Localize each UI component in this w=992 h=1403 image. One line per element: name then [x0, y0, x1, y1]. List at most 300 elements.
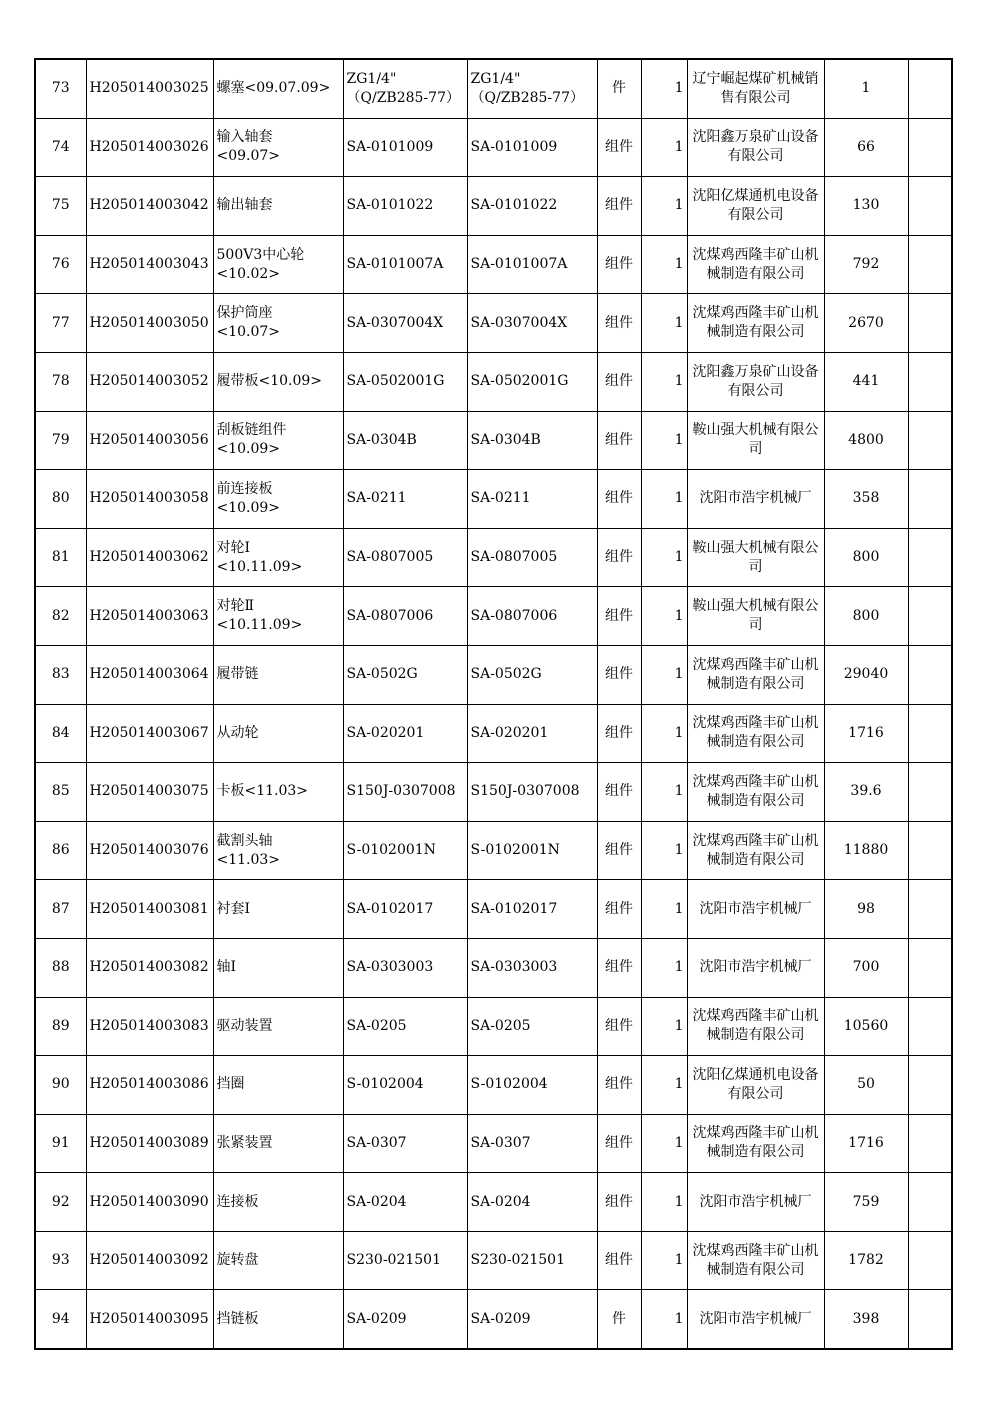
- part-model-text: SA-0211: [470, 490, 531, 507]
- table-row: [35, 118, 952, 177]
- part-spec-text: SA-0102017: [346, 900, 434, 917]
- unit-cell-text: 组件: [605, 1076, 633, 1093]
- part-code-text: H205014003089: [89, 1134, 209, 1151]
- part-model: [467, 1173, 597, 1232]
- part-spec: [343, 587, 467, 646]
- supplier-cell: [687, 997, 824, 1056]
- part-spec: [343, 704, 467, 763]
- part-name: [213, 1173, 343, 1232]
- part-name-text: 输出轴套: [216, 197, 273, 214]
- quantity-cell: [641, 880, 687, 939]
- quantity-cell: [641, 938, 687, 997]
- part-model: [467, 763, 597, 822]
- part-name: [213, 997, 343, 1056]
- price-cell: [824, 352, 908, 411]
- quantity-cell-text: 1: [674, 1310, 684, 1327]
- part-code-text: H205014003025: [89, 80, 209, 97]
- price-cell: [824, 528, 908, 587]
- part-code: [86, 59, 213, 118]
- supplier-cell: [687, 1231, 824, 1290]
- quantity-cell: [641, 997, 687, 1056]
- part-code-text: H205014003081: [89, 900, 209, 917]
- price-cell: [824, 177, 908, 236]
- quantity-cell: [641, 1290, 687, 1349]
- part-model: [467, 645, 597, 704]
- quantity-cell-text: 1: [674, 900, 684, 917]
- part-model-text: S150J-0307008: [470, 783, 580, 800]
- part-spec: [343, 821, 467, 880]
- table-row: [35, 235, 952, 294]
- part-code-text: H205014003026: [89, 138, 209, 155]
- part-model-text: SA-0807006: [470, 607, 558, 624]
- unit-cell: [597, 763, 641, 822]
- blank-cell: [908, 587, 952, 646]
- part-name-text: 挡圈: [216, 1076, 245, 1093]
- table-row: [35, 1056, 952, 1115]
- price-cell: [824, 1056, 908, 1115]
- part-spec-text: SA-0101009: [346, 138, 434, 155]
- price-cell: [824, 1114, 908, 1173]
- quantity-cell: [641, 59, 687, 118]
- supplier-cell: [687, 177, 824, 236]
- row-number-text: 83: [51, 666, 70, 683]
- part-spec-text: S-0102004: [346, 1076, 424, 1093]
- supplier-cell-text: 鞍山强大机械有限公司: [692, 598, 819, 634]
- price-cell: [824, 59, 908, 118]
- part-code-text: H205014003095: [89, 1310, 209, 1327]
- row-number: [35, 763, 86, 822]
- price-cell-text: 1716: [848, 1134, 884, 1151]
- unit-cell: [597, 59, 641, 118]
- blank-cell: [908, 470, 952, 529]
- part-spec-text: SA-0304B: [346, 431, 417, 448]
- table-row: [35, 704, 952, 763]
- unit-cell: [597, 1173, 641, 1232]
- part-model: [467, 704, 597, 763]
- row-number-text: 92: [51, 1193, 70, 1210]
- quantity-cell-text: 1: [674, 431, 684, 448]
- part-spec-text: SA-0502G: [346, 666, 418, 683]
- part-spec-text: SA-0205: [346, 1017, 407, 1034]
- quantity-cell-text: 1: [674, 138, 684, 155]
- price-cell: [824, 1290, 908, 1349]
- parts-table: [34, 58, 953, 1350]
- quantity-cell: [641, 1231, 687, 1290]
- price-cell-text: 358: [852, 490, 880, 507]
- part-model: [467, 59, 597, 118]
- blank-cell: [908, 528, 952, 587]
- blank-cell: [908, 1173, 952, 1232]
- blank-cell: [908, 177, 952, 236]
- part-spec: [343, 528, 467, 587]
- quantity-cell: [641, 294, 687, 353]
- part-name: [213, 1231, 343, 1290]
- part-spec: [343, 1114, 467, 1173]
- part-spec-text: S-0102001N: [346, 842, 436, 859]
- price-cell: [824, 645, 908, 704]
- blank-cell: [908, 821, 952, 880]
- part-model: [467, 294, 597, 353]
- unit-cell-text: 组件: [605, 256, 633, 273]
- quantity-cell-text: 1: [674, 373, 684, 390]
- part-code-text: H205014003083: [89, 1017, 209, 1034]
- part-model-text: SA-0502001G: [470, 373, 569, 390]
- part-spec-text: S230-021501: [346, 1252, 441, 1269]
- table-row: [35, 177, 952, 236]
- part-name: [213, 59, 343, 118]
- unit-cell-text: 组件: [605, 1017, 633, 1034]
- supplier-cell: [687, 704, 824, 763]
- part-spec-text: SA-0807006: [346, 607, 434, 624]
- quantity-cell-text: 1: [674, 724, 684, 741]
- part-code: [86, 294, 213, 353]
- unit-cell: [597, 411, 641, 470]
- part-spec: [343, 411, 467, 470]
- price-cell-text: 130: [852, 197, 880, 214]
- unit-cell: [597, 352, 641, 411]
- part-spec: [343, 645, 467, 704]
- quantity-cell: [641, 235, 687, 294]
- quantity-cell-text: 1: [674, 1193, 684, 1210]
- part-model-text: SA-0205: [470, 1017, 531, 1034]
- price-cell-text: 759: [852, 1193, 880, 1210]
- quantity-cell: [641, 821, 687, 880]
- supplier-cell-text: 沈阳鑫万泉矿山设备有限公司: [692, 129, 819, 165]
- price-cell-text: 700: [852, 959, 880, 976]
- row-number: [35, 470, 86, 529]
- part-model-text: SA-0502G: [470, 666, 542, 683]
- part-spec: [343, 1173, 467, 1232]
- part-code: [86, 997, 213, 1056]
- part-name: [213, 352, 343, 411]
- price-cell: [824, 938, 908, 997]
- supplier-cell-text: 沈阳鑫万泉矿山设备有限公司: [692, 363, 819, 399]
- part-model-text: S-0102001N: [470, 842, 560, 859]
- part-code-text: H205014003086: [89, 1076, 209, 1093]
- part-spec: [343, 997, 467, 1056]
- unit-cell-text: 组件: [605, 197, 633, 214]
- price-cell-text: 1716: [848, 724, 884, 741]
- supplier-cell-text: 沈阳亿煤通机电设备有限公司: [692, 1066, 819, 1102]
- unit-cell: [597, 704, 641, 763]
- table-row: [35, 59, 952, 118]
- supplier-cell-text: 沈阳市浩宇机械厂: [699, 490, 812, 507]
- row-number: [35, 177, 86, 236]
- part-model-text: SA-0102017: [470, 900, 558, 917]
- price-cell-text: 29040: [843, 666, 889, 683]
- supplier-cell: [687, 1114, 824, 1173]
- quantity-cell: [641, 587, 687, 646]
- supplier-cell-text: 沈煤鸡西隆丰矿山机械制造有限公司: [692, 1242, 819, 1278]
- part-spec-text: SA-0204: [346, 1193, 407, 1210]
- supplier-cell: [687, 645, 824, 704]
- part-model: [467, 1231, 597, 1290]
- part-spec-text: SA-020201: [346, 724, 425, 741]
- unit-cell: [597, 470, 641, 529]
- part-spec-text: SA-0211: [346, 490, 407, 507]
- supplier-cell-text: 辽宁崛起煤矿机械销售有限公司: [692, 70, 819, 106]
- row-number-text: 88: [51, 959, 70, 976]
- row-number-text: 87: [51, 900, 70, 917]
- part-name: [213, 1290, 343, 1349]
- part-name-text: 张紧装置: [216, 1134, 273, 1151]
- price-cell: [824, 294, 908, 353]
- blank-cell: [908, 704, 952, 763]
- row-number-text: 79: [51, 431, 70, 448]
- part-code-text: H205014003050: [89, 314, 209, 331]
- unit-cell-text: 组件: [605, 314, 633, 331]
- part-spec-text: SA-0807005: [346, 549, 434, 566]
- supplier-cell: [687, 528, 824, 587]
- part-name-text: 驱动装置: [216, 1017, 273, 1034]
- blank-cell: [908, 1056, 952, 1115]
- price-cell: [824, 1231, 908, 1290]
- table-row: [35, 645, 952, 704]
- quantity-cell-text: 1: [674, 842, 684, 859]
- part-spec: [343, 763, 467, 822]
- price-cell: [824, 118, 908, 177]
- part-model: [467, 587, 597, 646]
- unit-cell: [597, 235, 641, 294]
- part-spec: [343, 470, 467, 529]
- table-row: [35, 821, 952, 880]
- blank-cell: [908, 880, 952, 939]
- supplier-cell-text: 沈阳市浩宇机械厂: [699, 900, 812, 917]
- part-spec-text: SA-0307: [346, 1134, 407, 1151]
- part-model-text: SA-0101022: [470, 197, 558, 214]
- table-row: [35, 880, 952, 939]
- part-name: [213, 645, 343, 704]
- quantity-cell: [641, 1114, 687, 1173]
- quantity-cell-text: 1: [674, 314, 684, 331]
- unit-cell-text: 组件: [605, 959, 633, 976]
- quantity-cell: [641, 177, 687, 236]
- part-code: [86, 352, 213, 411]
- price-cell-text: 11880: [843, 842, 889, 859]
- unit-cell: [597, 118, 641, 177]
- part-model: [467, 821, 597, 880]
- row-number: [35, 587, 86, 646]
- row-number-text: 75: [51, 197, 70, 214]
- table-row: [35, 997, 952, 1056]
- row-number-text: 93: [51, 1252, 70, 1269]
- supplier-cell: [687, 1173, 824, 1232]
- part-spec-text: ZG1/4" （Q/ZB285-77）: [346, 70, 460, 106]
- quantity-cell-text: 1: [674, 549, 684, 566]
- unit-cell: [597, 821, 641, 880]
- unit-cell: [597, 1231, 641, 1290]
- part-name-text: 保护筒座 <10.07>: [216, 305, 281, 341]
- part-code: [86, 235, 213, 294]
- row-number-text: 85: [51, 783, 70, 800]
- supplier-cell: [687, 118, 824, 177]
- part-code: [86, 118, 213, 177]
- part-spec: [343, 294, 467, 353]
- part-code: [86, 704, 213, 763]
- row-number: [35, 528, 86, 587]
- supplier-cell-text: 沈煤鸡西隆丰矿山机械制造有限公司: [692, 832, 819, 868]
- part-model: [467, 938, 597, 997]
- part-model-text: SA-0303003: [470, 959, 558, 976]
- quantity-cell-text: 1: [674, 783, 684, 800]
- quantity-cell: [641, 704, 687, 763]
- part-name-text: 履带链: [216, 666, 259, 683]
- part-code: [86, 1056, 213, 1115]
- row-number: [35, 1290, 86, 1349]
- supplier-cell: [687, 763, 824, 822]
- price-cell-text: 792: [852, 256, 880, 273]
- supplier-cell: [687, 587, 824, 646]
- blank-cell: [908, 1114, 952, 1173]
- row-number-text: 90: [51, 1076, 70, 1093]
- part-spec: [343, 118, 467, 177]
- part-model-text: SA-0807005: [470, 549, 558, 566]
- part-model: [467, 177, 597, 236]
- unit-cell: [597, 880, 641, 939]
- price-cell: [824, 997, 908, 1056]
- quantity-cell-text: 1: [674, 197, 684, 214]
- part-model-text: SA-0101007A: [470, 256, 568, 273]
- row-number: [35, 118, 86, 177]
- price-cell-text: 800: [852, 549, 880, 566]
- row-number: [35, 645, 86, 704]
- row-number-text: 84: [51, 724, 70, 741]
- row-number: [35, 352, 86, 411]
- table-row: [35, 528, 952, 587]
- part-code-text: H205014003092: [89, 1252, 209, 1269]
- part-code-text: H205014003062: [89, 549, 209, 566]
- table-row: [35, 352, 952, 411]
- part-spec-text: SA-0307004X: [346, 314, 444, 331]
- unit-cell: [597, 1056, 641, 1115]
- part-code-text: H205014003064: [89, 666, 209, 683]
- quantity-cell-text: 1: [674, 666, 684, 683]
- row-number-text: 78: [51, 373, 70, 390]
- price-cell: [824, 821, 908, 880]
- unit-cell-text: 件: [612, 80, 626, 97]
- part-model-text: SA-0209: [470, 1310, 531, 1327]
- supplier-cell: [687, 938, 824, 997]
- price-cell-text: 1782: [848, 1252, 884, 1269]
- part-code-text: H205014003075: [89, 783, 209, 800]
- part-code-text: H205014003076: [89, 842, 209, 859]
- part-code: [86, 1290, 213, 1349]
- part-name: [213, 763, 343, 822]
- price-cell-text: 4800: [848, 431, 884, 448]
- unit-cell-text: 组件: [605, 1252, 633, 1269]
- part-code: [86, 1114, 213, 1173]
- table-row: [35, 1231, 952, 1290]
- unit-cell-text: 组件: [605, 373, 633, 390]
- part-name: [213, 704, 343, 763]
- row-number-text: 81: [51, 549, 70, 566]
- quantity-cell-text: 1: [674, 490, 684, 507]
- price-cell: [824, 411, 908, 470]
- quantity-cell: [641, 528, 687, 587]
- row-number: [35, 997, 86, 1056]
- part-name: [213, 235, 343, 294]
- quantity-cell: [641, 352, 687, 411]
- unit-cell-text: 组件: [605, 138, 633, 155]
- unit-cell: [597, 294, 641, 353]
- unit-cell-text: 件: [612, 1310, 626, 1327]
- supplier-cell: [687, 470, 824, 529]
- price-cell: [824, 587, 908, 646]
- supplier-cell-text: 沈煤鸡西隆丰矿山机械制造有限公司: [692, 656, 819, 692]
- part-name: [213, 880, 343, 939]
- row-number: [35, 294, 86, 353]
- table-row: [35, 763, 952, 822]
- blank-cell: [908, 294, 952, 353]
- part-name: [213, 821, 343, 880]
- part-model: [467, 411, 597, 470]
- row-number-text: 73: [51, 80, 70, 97]
- unit-cell: [597, 1114, 641, 1173]
- part-code-text: H205014003042: [89, 197, 209, 214]
- part-code: [86, 411, 213, 470]
- part-spec-text: SA-0101022: [346, 197, 434, 214]
- row-number: [35, 1231, 86, 1290]
- row-number: [35, 1056, 86, 1115]
- supplier-cell: [687, 1056, 824, 1115]
- supplier-cell: [687, 235, 824, 294]
- row-number-text: 77: [51, 314, 70, 331]
- quantity-cell-text: 1: [674, 607, 684, 624]
- part-name-text: 从动轮: [216, 724, 259, 741]
- part-model: [467, 470, 597, 529]
- price-cell-text: 50: [857, 1076, 875, 1093]
- quantity-cell: [641, 763, 687, 822]
- quantity-cell-text: 1: [674, 959, 684, 976]
- part-code-text: H205014003090: [89, 1193, 209, 1210]
- part-model: [467, 118, 597, 177]
- quantity-cell-text: 1: [674, 1252, 684, 1269]
- part-code-text: H205014003056: [89, 431, 209, 448]
- table-row: [35, 1114, 952, 1173]
- quantity-cell-text: 1: [674, 1017, 684, 1034]
- blank-cell: [908, 645, 952, 704]
- price-cell: [824, 763, 908, 822]
- table-row: [35, 1173, 952, 1232]
- part-model-text: S-0102004: [470, 1076, 548, 1093]
- part-name-text: 卡板<11.03>: [216, 783, 309, 800]
- part-code-text: H205014003052: [89, 373, 209, 390]
- part-spec: [343, 352, 467, 411]
- part-name-text: 履带板<10.09>: [216, 373, 323, 390]
- row-number: [35, 1173, 86, 1232]
- quantity-cell: [641, 411, 687, 470]
- supplier-cell-text: 沈煤鸡西隆丰矿山机械制造有限公司: [692, 305, 819, 341]
- price-cell-text: 10560: [843, 1017, 889, 1034]
- part-code: [86, 763, 213, 822]
- table-row: [35, 1290, 952, 1349]
- blank-cell: [908, 1231, 952, 1290]
- unit-cell-text: 组件: [605, 783, 633, 800]
- part-model: [467, 528, 597, 587]
- price-cell-text: 39.6: [850, 783, 882, 800]
- part-spec-text: SA-0502001G: [346, 373, 445, 390]
- part-name-text: 刮板链组件 <10.09>: [216, 422, 287, 458]
- part-code: [86, 177, 213, 236]
- row-number-text: 80: [51, 490, 70, 507]
- supplier-cell-text: 沈阳亿煤通机电设备有限公司: [692, 187, 819, 223]
- part-code: [86, 587, 213, 646]
- table-row: [35, 294, 952, 353]
- part-name-text: 截割头轴 <11.03>: [216, 832, 281, 868]
- part-spec: [343, 59, 467, 118]
- part-code-text: H205014003067: [89, 724, 209, 741]
- price-cell-text: 2670: [848, 314, 884, 331]
